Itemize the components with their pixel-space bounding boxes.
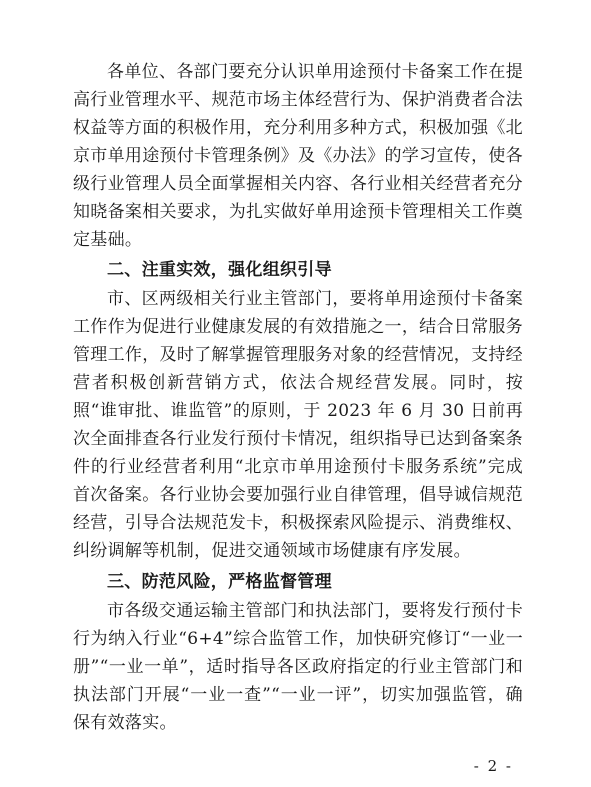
section-heading-2: 二、注重实效，强化组织引导 (107, 260, 332, 280)
document-body (73, 58, 523, 737)
section-heading-3: 三、防范风险，严格监督管理 (107, 572, 332, 592)
paragraph-1: 各单位、各部门要充分认识单用途预付卡备案工作在提高行业管理水平、规范市场主体经营行为、保护消费者合法权益等方面的积极作用，充分利用多种方式，积极加强《北京市单用途预付卡管理条例》及《办法》的学习宣传，使各级行业管理人员全面掌握相关内容、各行业相关经营者充分知晓备案相关要求，为扎实做好单用途预卡管理相关工作奠定基础。 (73, 62, 523, 250)
page-number: - 2 - (473, 757, 513, 775)
paragraph-3: 市各级交通运输主管部门和执法部门，要将发行预付卡行为纳入行业“6+4”综合监管工作，加快研究修订“一业一册”“一业一单”，适时指导各区政府指定的行业主管部门和执法部门开展“一业一查”“一业一评”，切实加强监管，确保有效落实。 (73, 601, 523, 733)
paragraph-2: 市、区两级相关行业主管部门，要将单用途预付卡备案工作作为促进行业健康发展的有效措施之一，结合日常服务管理工作，及时了解掌握管理服务对象的经营情况，支持经营者积极创新营销方式，依法合规经营发展。同时，按照“谁审批、谁监管”的原则，于 2023 年 6 月 30 日前再次全面排查各行业发行预付卡情况，组织指导已达到备案条件的行业经营者利用“北京市单用途预付卡服务系统”完成首次备案。各行业协会要加强行业自律管理，倡导诚信规范经营，引导合法规范发卡，积极探索风险提示、消费维权、纠纷调解等机制，促进交通领域市场健康有序发展。 (73, 289, 523, 561)
